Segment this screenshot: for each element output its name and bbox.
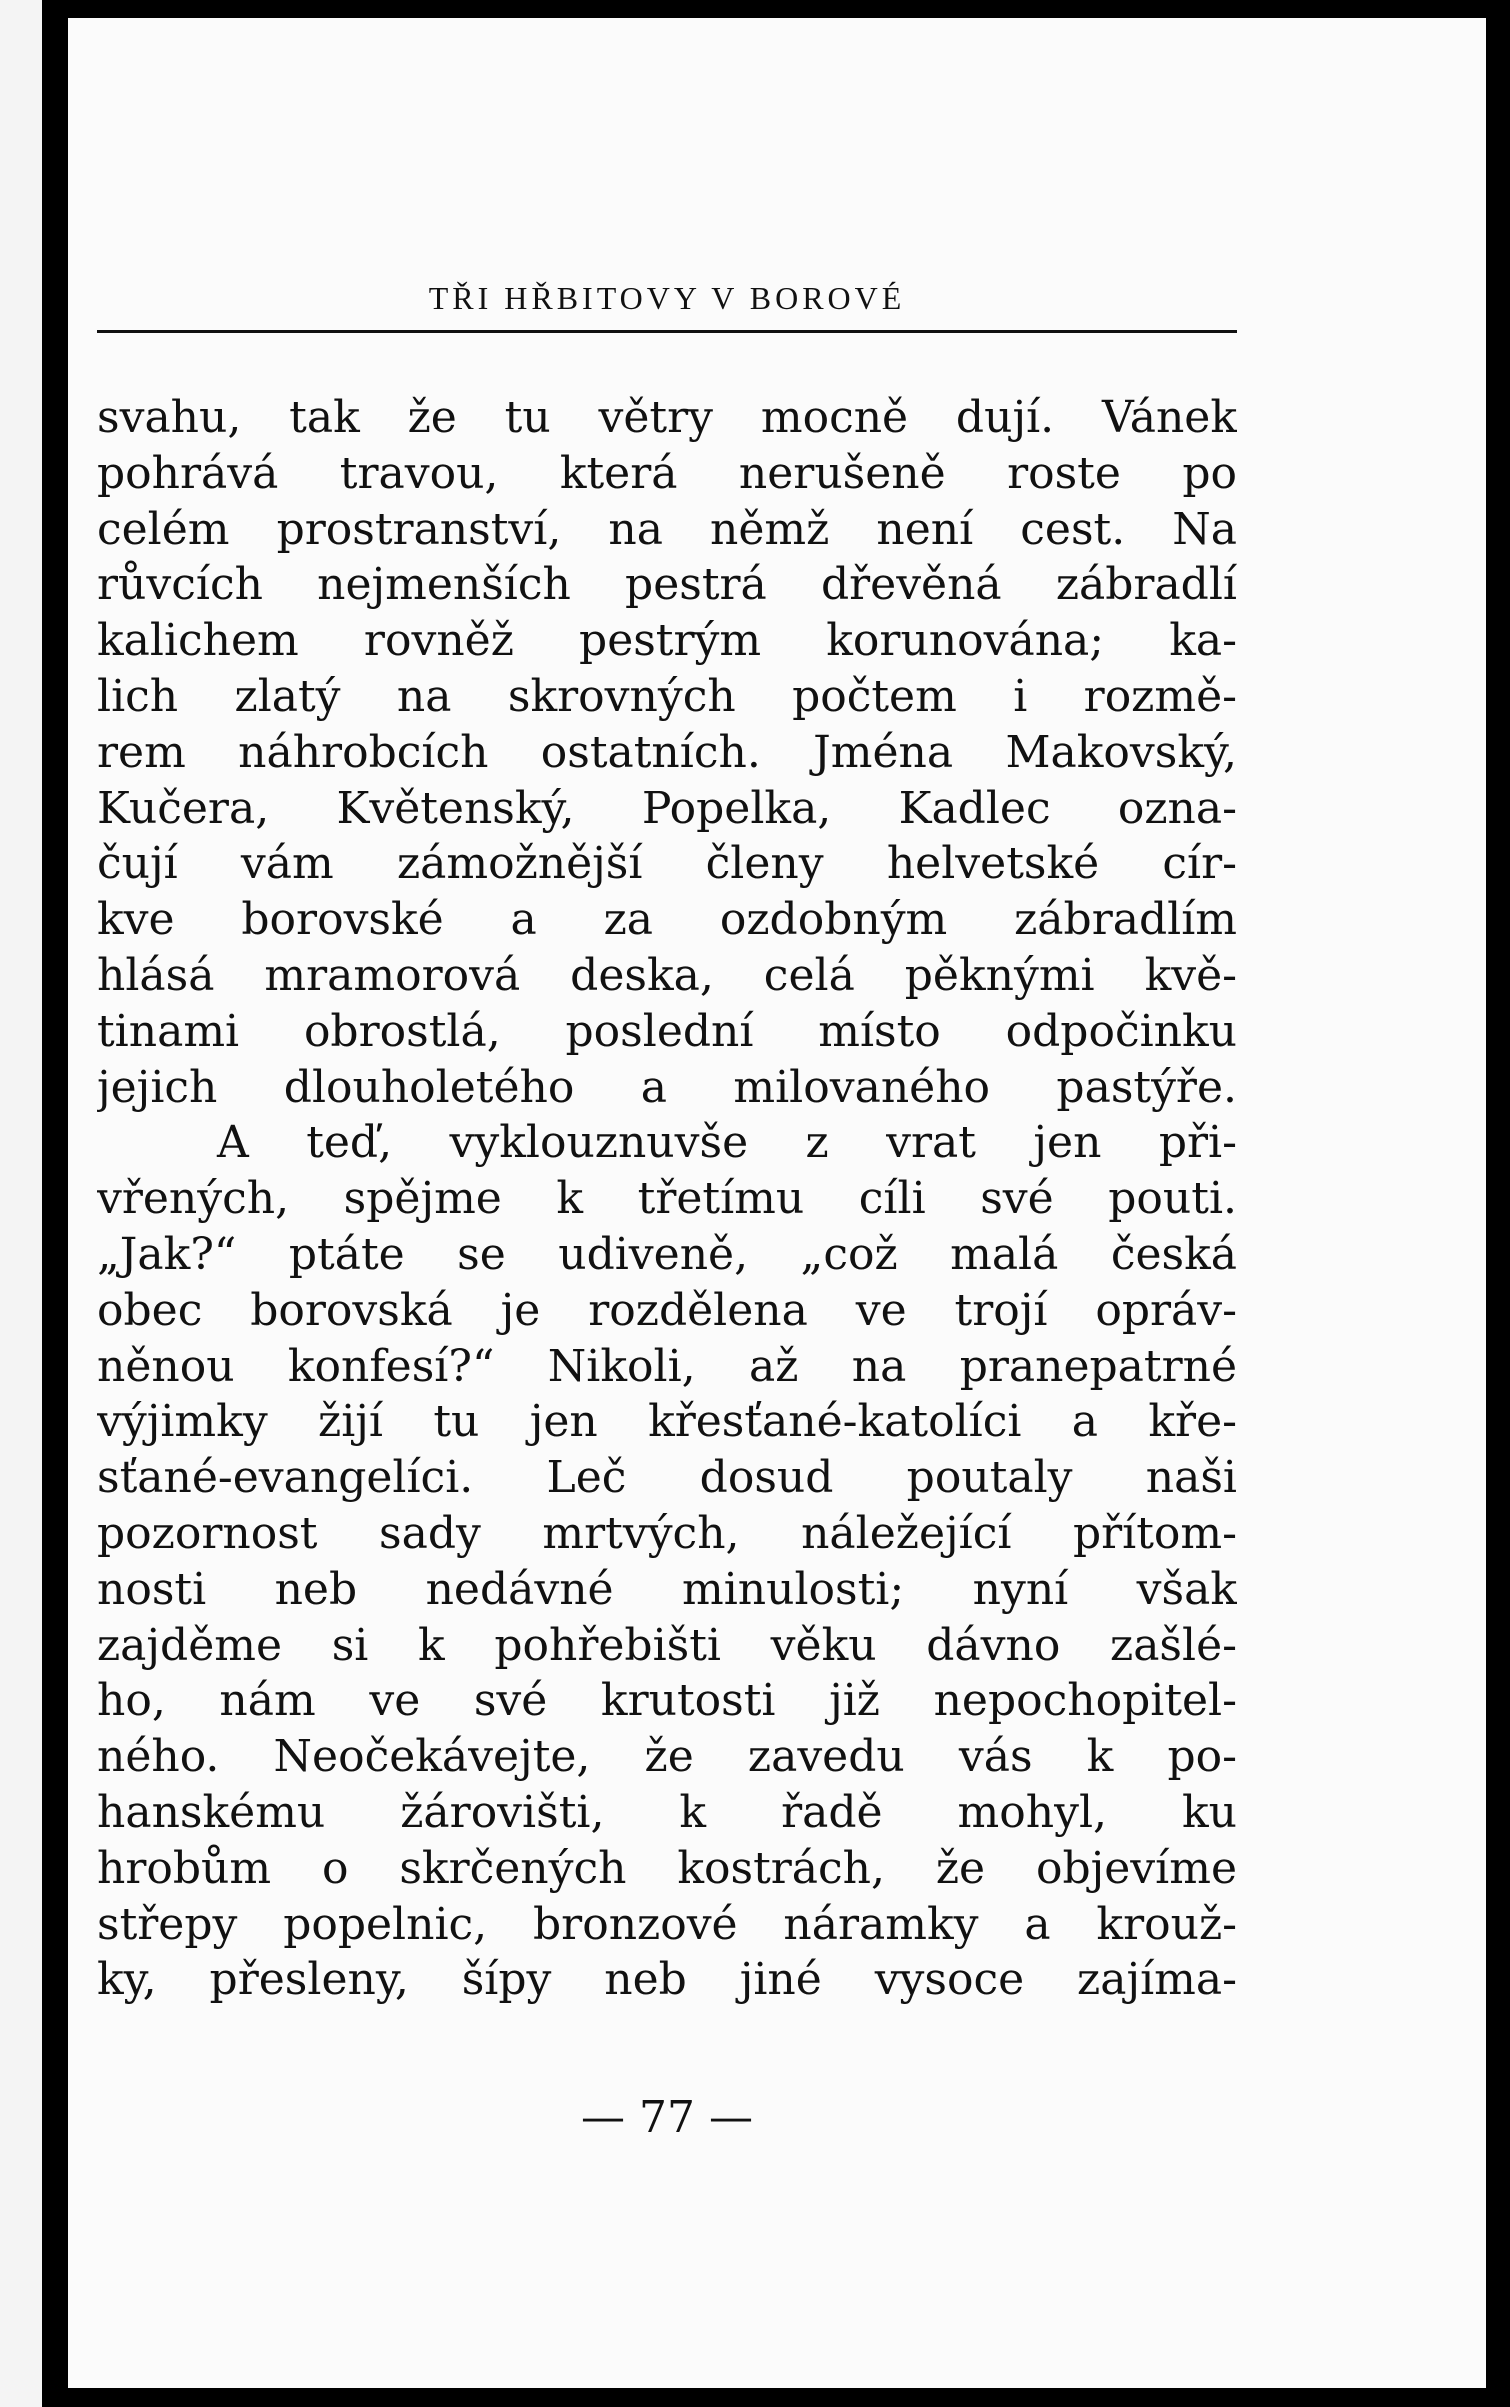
text-line: čují vám zámožnější členy helvetské cír- xyxy=(97,838,1237,890)
text-line: lich zlatý na skrovných počtem i rozmě- xyxy=(97,670,1237,722)
running-head: TŘI HŘBITOVY V BOROVÉ xyxy=(428,280,906,316)
text-line: něnou konfesí?“ Nikoli, až na pranepatrné xyxy=(97,1340,1237,1392)
text-line: celém prostranství, na němž není cest. Na xyxy=(97,503,1237,555)
text-line: jejich dlouholetého a milovaného pastýře. xyxy=(97,1061,1237,1113)
adjacent-page-edge xyxy=(0,0,42,2407)
text-line: střepy popelnic, bronzové náramky a krouž- xyxy=(97,1898,1237,1950)
text-line: „Jak?“ ptáte se udiveně, „což malá česká xyxy=(97,1228,1237,1280)
text-line: ky, přesleny, šípy neb jiné vysoce zajíma- xyxy=(97,1954,1237,2006)
text-line: svahu, tak že tu větry mocně dují. Vánek xyxy=(97,392,1237,443)
text-line: pozornost sady mrtvých, náležející přítom- xyxy=(97,1507,1237,1559)
text-line: nosti neb nedávné minulosti; nyní však xyxy=(97,1563,1237,1615)
text-line: zajděme si k pohřebišti věku dávno zašlé- xyxy=(97,1619,1237,1671)
header-rule xyxy=(97,330,1237,333)
text-line: hanskému žárovišti, k řadě mohyl, ku xyxy=(97,1786,1237,1838)
text-line: obec borovská je rozdělena ve trojí opráv- xyxy=(97,1284,1237,1336)
text-line: ného. Neočekávejte, že zavedu vás k po- xyxy=(97,1731,1237,1783)
text-line: ho, nám ve své krutosti již nepochopitel- xyxy=(97,1675,1237,1727)
text-line: hrobům o skrčených kostrách, že objevíme xyxy=(97,1842,1237,1894)
text-line: růvcích nejmenších pestrá dřevěná zábradlí xyxy=(97,559,1237,611)
text-line: pohrává travou, která nerušeně roste po xyxy=(97,447,1237,499)
text-line: tinami obrostlá, poslední místo odpočinku xyxy=(97,1005,1237,1057)
text-line: výjimky žijí tu jen křesťané-katolíci a kře- xyxy=(97,1396,1237,1448)
text-line: A teď, vyklouznuvše z vrat jen při- xyxy=(217,1117,1237,1169)
text-line: Kučera, Květenský, Popelka, Kadlec ozna- xyxy=(97,782,1237,834)
text-line: kve borovské a za ozdobným zábradlím xyxy=(97,894,1237,946)
body-text xyxy=(97,390,1237,2008)
text-line: hlásá mramorová deska, celá pěknými kvě- xyxy=(97,949,1237,1001)
text-line: kalichem rovněž pestrým korunována; ka- xyxy=(97,615,1237,667)
text-line: rem náhrobcích ostatních. Jména Makovský, xyxy=(97,726,1237,778)
text-line: sťané-evangelíci. Leč dosud poutaly naši xyxy=(97,1452,1237,1504)
page-number: — 77 — xyxy=(581,2092,753,2143)
text-line: vřených, spějme k třetímu cíli své pouti. xyxy=(97,1173,1237,1225)
